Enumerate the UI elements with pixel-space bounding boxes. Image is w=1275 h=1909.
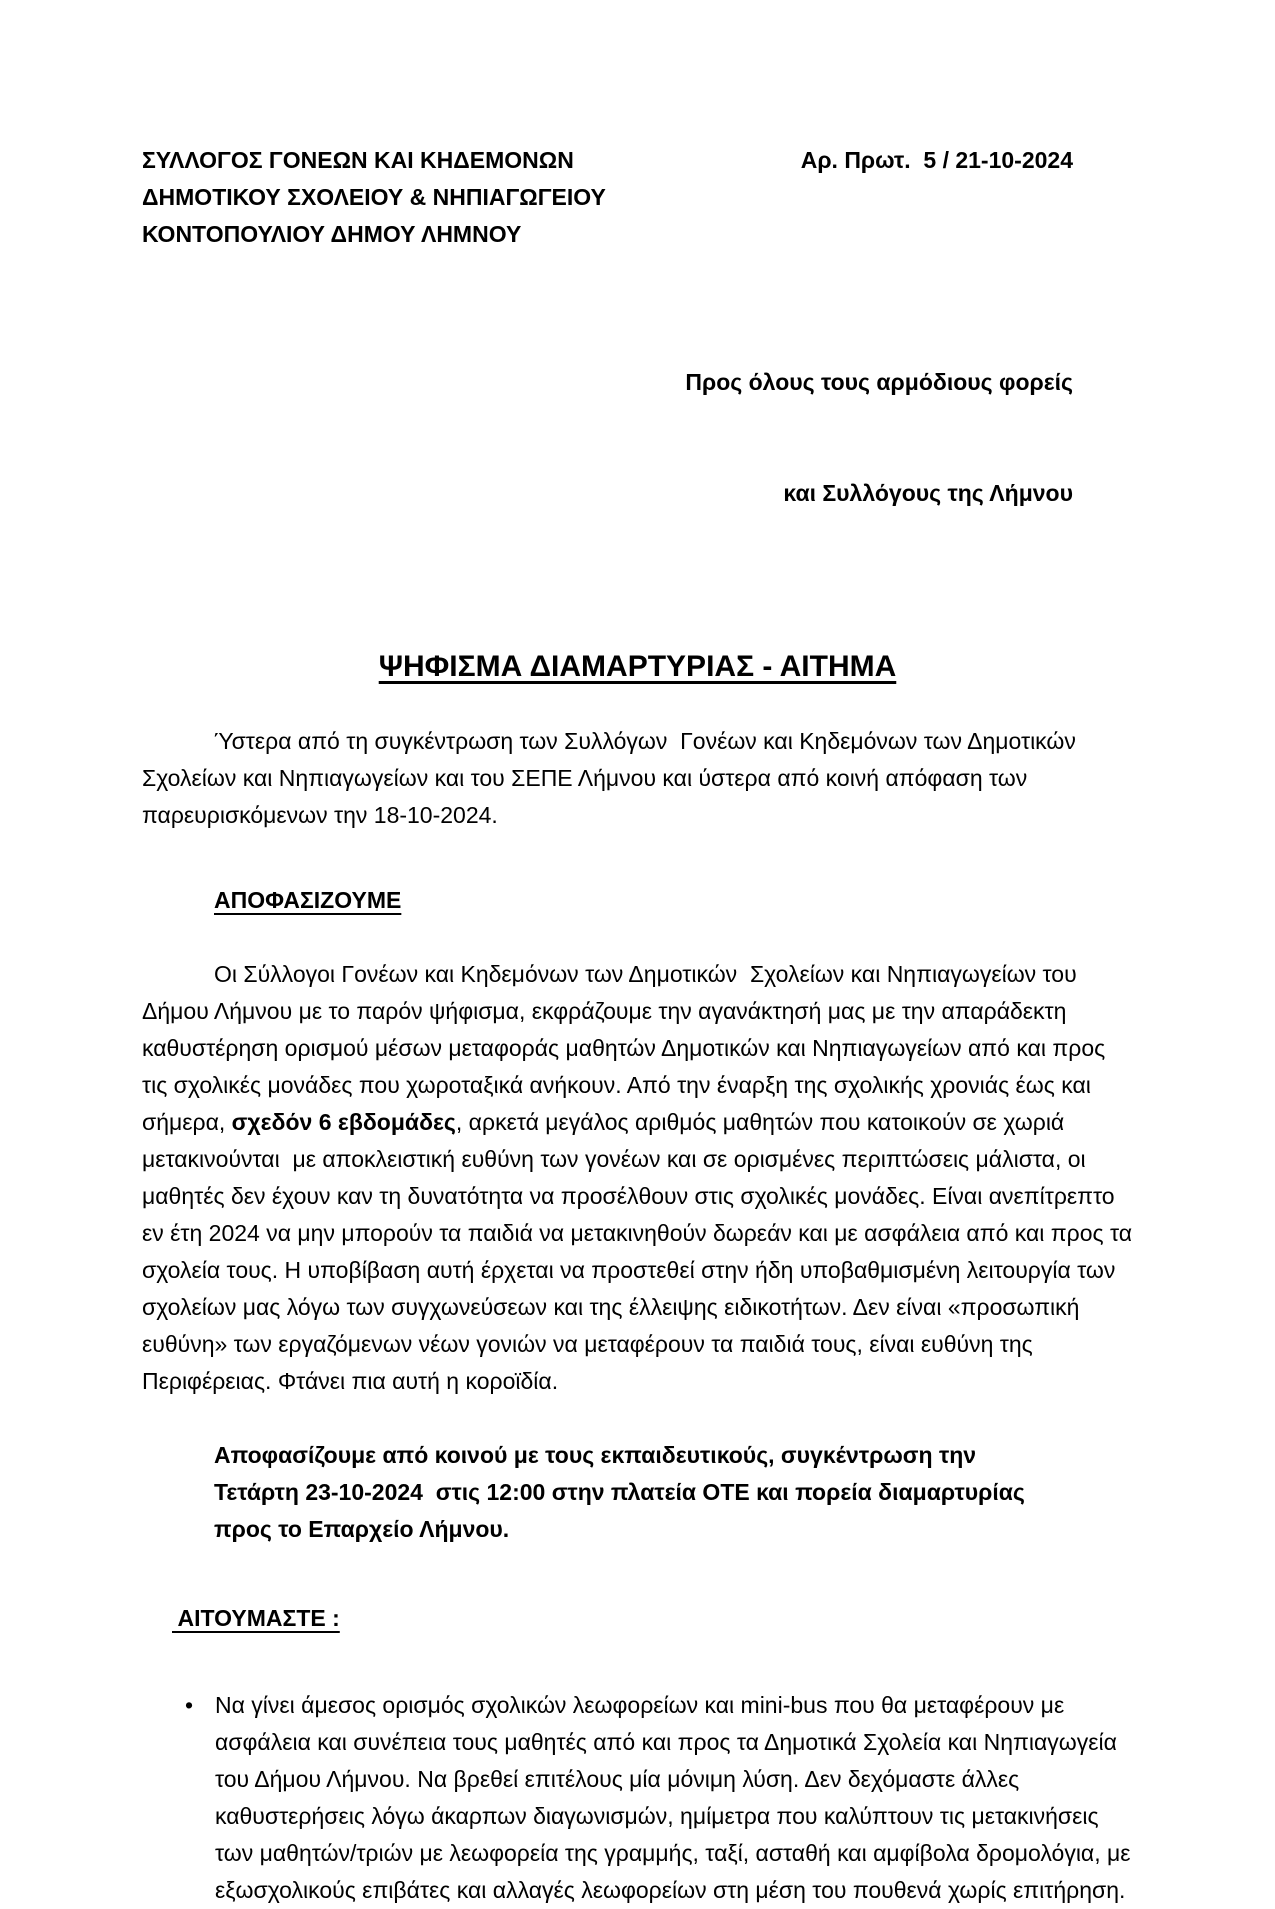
- decision-heading: [214, 882, 1133, 919]
- org-name-line-2: ΔΗΜΟΤΙΚΟΥ ΣΧΟΛΕΙΟΥ & ΝΗΠΙΑΓΩΓΕΙΟΥ: [142, 184, 606, 210]
- org-name-line-3: ΚΟΝΤΟΠΟΥΛΙΟΥ ΔΗΜΟΥ ΛΗΜΝΟΥ: [142, 221, 522, 247]
- body-text-part-1: Οι Σύλλογοι Γονέων και Κηδεμόνων των Δημοτικών Σχολείων και Νηπιαγωγείων του Δήμου Λήμνου με το παρόν ψήφισμα, εκφράζουμε την αγανάκτησή μας με την απαράδεκτη καθυστέρηση ορισμού μέσων μεταφοράς μαθητών Δημοτικών και Νηπιαγωγείων από και προς τις σχολικές μονάδες που χωροταξικά ανήκουν. Από την έναρξη της σχολικής χρονιάς έως και σήμερα,: [142, 961, 1112, 1135]
- addressee-line-2: και Συλλόγους της Λήμνου: [783, 480, 1073, 506]
- body-text-part-2: , αρκετά μεγάλος αριθμός μαθητών που κατοικούν σε χωριά μετακινούνται με αποκλειστική ευθύνη των γονέων και σε ορισμένες περιπτώσεις μάλιστα, οι μαθητές δεν έχουν καν τη δυνατότητα να προσέλθουν στις σχολικές μονάδες. Είναι ανεπίτρεπτο εν έτη 2024 να μην μπορούν τα παιδιά να μετακινηθούν δωρεάν και με ασφάλεια από και προς τα σχολεία τους. Η υποβίβαση αυτή έρχεται να προστεθεί στην ήδη υποβαθμισμένη λειτουργία των σχολείων μας λόγω των συγχωνεύσεων και της έλλειψης ειδικοτήτων. Δεν είναι «προσωπική ευθύνη» των εργαζόμενων νέων γονιών να μεταφέρουν τα παιδιά τους, είναι ευθύνη της Περιφέρειας. Φτάνει πια αυτή η κοροϊδία.: [142, 1109, 1139, 1394]
- requests-heading-text: ΑΙΤΟΥΜΑΣΤΕ :: [172, 1605, 340, 1631]
- intro-paragraph: Ύστερα από τη συγκέντρωση των Συλλόγων Γονέων και Κηδεμόνων των Δημοτικών Σχολείων και Νηπιαγωγείων και του ΣΕΠΕ Λήμνου και ύστερα από κοινή απόφαση των παρευρισκόμενων την 18-10-2024.: [142, 728, 1083, 828]
- document-title: ΨΗΦΙΣΜΑ ΔΙΑΜΑΡΤΥΡΙΑΣ - ΑΙΤΗΜΑ: [378, 650, 897, 683]
- bullet-text: Να γίνει άμεσος ορισμός σχολικών λεωφορείων και mini-bus που θα μεταφέρουν με ασφάλεια και συνέπεια τους μαθητές από και προς τα Δημοτικά Σχολεία και Νηπιαγωγεία του Δήμου Λήμνου. Να βρεθεί επιτέλους μία μόνιμη λύση. Δεν δεχόμαστε άλλες καθυστερήσεις λόγω άκαρπων διαγωνισμών, ημίμετρα που καλύπτουν τις μετακινήσεις των μαθητών/τριών με λεωφορεία της γραμμής, ταξί, ασταθή και αμφίβολα δρομολόγια, με εξωσχολικούς επιβάτες και αλλαγές λεωφορείων στη μέση του πουθενά χωρίς επιτήρηση.: [215, 1692, 1137, 1903]
- org-name-line-1: ΣΥΛΛΟΓΟΣ ΓΟΝΕΩΝ ΚΑΙ ΚΗΔΕΜΟΝΩΝ: [142, 147, 574, 173]
- decision-heading-text: ΑΠΟΦΑΣΙΖΟΥΜΕ: [214, 887, 402, 913]
- protocol-number: Αρ. Πρωτ. 5 / 21-10-2024: [800, 147, 1073, 173]
- title-row: [142, 648, 1133, 686]
- announcement-paragraph: Αποφασίζουμε από κοινού με τους εκπαιδευτικούς, συγκέντρωση την Τετάρτη 23-10-2024 στις 12:00 στην πλατεία ΟΤΕ και πορεία διαμαρτυρίας προς το Επαρχείο Λήμνου.: [214, 1442, 1032, 1542]
- bold-phrase-weeks: σχεδόν 6 εβδομάδες: [231, 1109, 456, 1135]
- addressee: [142, 290, 1133, 586]
- body-paragraph: [142, 956, 1139, 1400]
- bullet-icon: •: [185, 1692, 194, 1718]
- addressee-line-1: Προς όλους τους αρμόδιους φορείς: [685, 369, 1073, 395]
- document-header: [142, 142, 1133, 253]
- requests-heading: [172, 1600, 1133, 1637]
- bullet-item: [142, 1687, 1137, 1909]
- org-name: [142, 142, 606, 253]
